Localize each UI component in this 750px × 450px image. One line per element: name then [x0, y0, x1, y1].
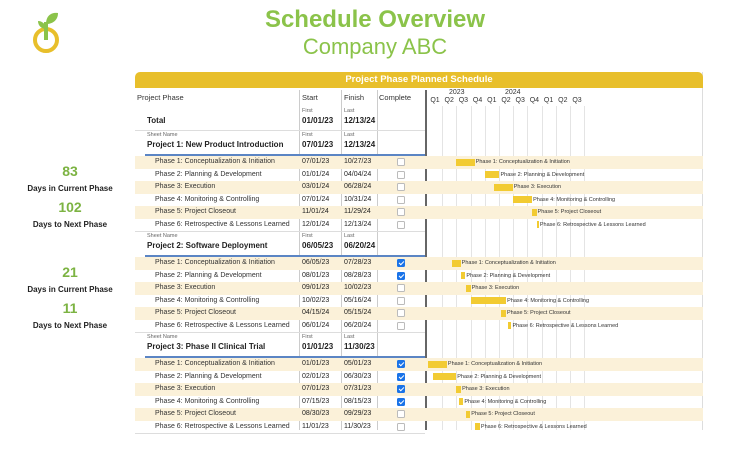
phase-start: 07/01/23	[302, 385, 330, 392]
complete-checkbox[interactable]	[397, 360, 405, 368]
gantt-bar[interactable]	[501, 310, 506, 317]
first-label: First	[302, 233, 313, 239]
phase-name: Phase 4: Monitoring & Controlling	[155, 195, 260, 203]
phase-start: 12/01/24	[302, 220, 330, 228]
gantt-bar[interactable]	[537, 221, 539, 228]
stat-days-to-next-2	[0, 300, 140, 330]
complete-checkbox[interactable]	[397, 297, 405, 305]
project-start: 01/01/23	[302, 116, 334, 125]
project-finish: 12/13/24	[344, 140, 376, 149]
phase-finish: 09/29/23	[344, 410, 372, 417]
first-label: First	[302, 108, 313, 114]
stat-label: Days to Next Phase	[32, 321, 108, 330]
complete-checkbox[interactable]	[397, 183, 405, 191]
phase-name: Phase 2: Planning & Development	[155, 372, 262, 380]
project-finish: 06/20/24	[344, 241, 376, 250]
stat-value: 83	[62, 163, 78, 179]
gantt-bar[interactable]	[471, 297, 506, 304]
project-finish: 12/13/24	[344, 116, 376, 125]
quarter-header: Q2	[444, 97, 454, 104]
phase-row[interactable]	[135, 383, 703, 396]
phase-row[interactable]	[135, 219, 703, 232]
total-label: Total	[147, 116, 166, 125]
phase-row[interactable]	[135, 371, 703, 384]
project-name: Project 3: Phase II Clinical Trial	[147, 342, 266, 351]
phase-row[interactable]	[135, 206, 703, 219]
gantt-bar-label: Phase 4: Monitoring & Controlling	[533, 196, 616, 203]
phase-finish: 08/15/23	[344, 397, 372, 405]
last-label: Last	[344, 233, 355, 239]
phase-finish: 11/29/24	[344, 208, 371, 215]
stat-label: Days in Current Phase	[27, 285, 113, 294]
last-label: Last	[344, 132, 355, 138]
phase-row[interactable]	[135, 169, 703, 182]
gantt-bar-label: Phase 5: Project Closeout	[506, 310, 571, 316]
phase-name: Phase 1: Conceptualization & Initiation	[155, 360, 275, 367]
phase-finish: 05/16/24	[344, 296, 372, 304]
gantt-bar[interactable]	[494, 184, 512, 191]
company-name: Company ABC	[302, 34, 448, 59]
phase-row[interactable]	[135, 181, 703, 194]
gantt-bar-label: Phase 4: Monitoring & Controlling	[464, 398, 547, 405]
gantt-bar-label: Phase 3: Execution	[471, 285, 520, 291]
quarter-header: Q1	[543, 97, 554, 104]
phase-start: 07/15/23	[302, 397, 330, 405]
complete-checkbox[interactable]	[397, 322, 405, 330]
complete-checkbox[interactable]	[397, 410, 405, 418]
project-start: 01/01/23	[302, 342, 334, 351]
gantt-bar[interactable]	[466, 411, 471, 418]
complete-checkbox[interactable]	[397, 423, 405, 431]
phase-row[interactable]	[135, 270, 703, 283]
gantt-bar-label: Phase 1: Conceptualization & Initiation	[475, 159, 570, 165]
gantt-bar-label: Phase 2: Planning & Development	[457, 373, 542, 380]
gantt-bar-label: Phase 1: Conceptualization & Initiation	[447, 361, 543, 367]
last-label: Last	[344, 108, 355, 114]
phase-start: 11/01/23	[302, 422, 329, 430]
sheet-name-label: Sheet Name	[147, 233, 178, 239]
phase-start: 10/02/23	[302, 296, 330, 304]
phase-start: 07/01/24	[302, 195, 330, 203]
phase-row[interactable]	[135, 421, 703, 434]
phase-finish: 04/04/24	[344, 170, 372, 178]
phase-finish: 05/01/23	[344, 360, 372, 367]
complete-checkbox[interactable]	[397, 385, 405, 393]
phase-row[interactable]	[135, 295, 703, 308]
phase-start: 08/01/23	[302, 271, 330, 279]
project-header-row[interactable]	[135, 131, 425, 155]
stat-days-in-phase-1	[0, 163, 140, 193]
complete-checkbox[interactable]	[397, 259, 405, 267]
stat-value: 21	[62, 264, 78, 280]
phase-name: Phase 6: Retrospective & Lessons Learned	[155, 220, 290, 228]
stat-value: 102	[58, 199, 82, 215]
phase-row[interactable]	[135, 282, 703, 295]
sheet-name-label: Sheet Name	[147, 334, 178, 340]
phase-row[interactable]	[135, 408, 703, 421]
quarter-header: Q3	[572, 97, 582, 104]
col-header-start[interactable]: Start	[302, 93, 318, 102]
gantt-bar-label: Phase 2: Planning & Development	[500, 171, 585, 178]
complete-checkbox[interactable]	[397, 309, 405, 317]
phase-start: 01/01/23	[302, 360, 330, 367]
row-divider	[135, 433, 425, 434]
phase-name: Phase 3: Execution	[155, 284, 216, 291]
phase-row[interactable]	[135, 307, 703, 320]
complete-checkbox[interactable]	[397, 398, 405, 406]
phase-name: Phase 2: Planning & Development	[155, 271, 262, 279]
phase-finish: 07/28/23	[344, 259, 372, 266]
phase-row[interactable]	[135, 194, 703, 207]
phase-name: Phase 4: Monitoring & Controlling	[155, 397, 260, 405]
quarter-header: Q1	[487, 97, 497, 104]
phase-row[interactable]	[135, 320, 703, 333]
gantt-bar[interactable]	[452, 260, 460, 267]
complete-checkbox[interactable]	[397, 158, 405, 166]
gantt-bar-label: Phase 6: Retrospective & Lessons Learned	[512, 322, 619, 329]
phase-start: 06/05/23	[302, 259, 330, 266]
phase-name: Phase 1: Conceptualization & Initiation	[155, 158, 275, 165]
quarter-header: Q2	[558, 97, 568, 104]
phase-finish: 06/28/24	[344, 183, 372, 190]
year-header: 2024	[505, 89, 521, 96]
phase-finish: 07/31/23	[344, 385, 372, 392]
sheet-banner: Project Phase Planned Schedule	[135, 72, 703, 88]
gantt-bar[interactable]	[485, 171, 500, 178]
phase-start: 08/30/23	[302, 410, 330, 417]
quarter-header: Q2	[501, 97, 511, 104]
complete-checkbox[interactable]	[397, 196, 405, 204]
phase-start: 02/01/23	[302, 372, 330, 380]
complete-checkbox[interactable]	[397, 221, 405, 229]
quarter-header: Q3	[515, 97, 525, 104]
gantt-bar-label: Phase 3: Execution	[462, 386, 510, 392]
gantt-bar-label: Phase 6: Retrospective & Lessons Learned	[480, 423, 587, 430]
phase-start: 11/01/24	[302, 208, 329, 215]
gantt-bar-label: Phase 3: Execution	[513, 184, 562, 190]
total-row[interactable]	[135, 107, 425, 131]
gantt-bar[interactable]	[466, 285, 471, 292]
phase-name: Phase 6: Retrospective & Lessons Learned	[155, 422, 290, 430]
gantt-bar-label: Phase 5: Project Closeout	[537, 209, 602, 215]
stat-label: Days to Next Phase	[32, 220, 108, 229]
phase-name: Phase 5: Project Closeout	[155, 309, 236, 316]
phase-start: 09/01/23	[302, 284, 330, 291]
project-header-row[interactable]	[135, 232, 425, 256]
project-name: Project 2: Software Deployment	[147, 241, 268, 250]
complete-checkbox[interactable]	[397, 373, 405, 381]
gantt-bar[interactable]	[459, 398, 464, 405]
phase-name: Phase 1: Conceptualization & Initiation	[155, 259, 275, 266]
phase-name: Phase 5: Project Closeout	[155, 208, 236, 215]
quarter-header: Q4	[529, 97, 540, 104]
gantt-bar-label: Phase 2: Planning & Development	[466, 272, 551, 279]
col-header-complete[interactable]: Complete	[379, 93, 412, 102]
phase-start: 01/01/24	[302, 170, 330, 178]
phase-finish: 06/20/24	[344, 321, 372, 329]
phase-row[interactable]	[135, 396, 703, 409]
col-header-finish[interactable]: Finish	[344, 93, 365, 102]
stat-label: Days in Current Phase	[27, 184, 113, 193]
year-header: 2023	[449, 89, 465, 96]
phase-name: Phase 6: Retrospective & Lessons Learned	[155, 321, 290, 329]
phase-finish: 10/27/23	[344, 158, 372, 165]
gantt-bar[interactable]	[456, 386, 461, 393]
page-title: Schedule Overview	[264, 6, 486, 33]
phase-finish: 12/13/24	[344, 220, 372, 228]
quarter-header: Q1	[430, 97, 440, 104]
phase-finish: 10/31/24	[344, 195, 372, 203]
gantt-bar[interactable]	[475, 423, 480, 430]
project-start: 07/01/23	[302, 140, 334, 149]
complete-checkbox[interactable]	[397, 171, 405, 179]
gantt-bar[interactable]	[532, 209, 536, 216]
gantt-bar-label: Phase 6: Retrospective & Lessons Learned	[539, 221, 646, 228]
gantt-bar[interactable]	[513, 196, 532, 203]
quarter-header: Q4	[472, 97, 483, 104]
gantt-bar[interactable]	[461, 272, 465, 279]
project-finish: 11/30/23	[344, 342, 375, 351]
project-header-row[interactable]	[135, 333, 425, 357]
phase-name: Phase 3: Execution	[155, 385, 216, 392]
last-label: Last	[344, 334, 355, 340]
stat-value: 11	[62, 300, 78, 316]
first-label: First	[302, 132, 313, 138]
complete-checkbox[interactable]	[397, 272, 405, 280]
phase-finish: 05/15/24	[344, 309, 372, 316]
schedule-sheet	[135, 72, 703, 430]
sheet-name-label: Sheet Name	[147, 132, 178, 138]
gantt-bar-label: Phase 1: Conceptualization & Initiation	[461, 260, 556, 266]
gantt-bar[interactable]	[428, 361, 447, 368]
phase-start: 04/15/24	[302, 309, 330, 316]
phase-row[interactable]	[135, 257, 703, 270]
phase-row[interactable]	[135, 156, 703, 169]
phase-row[interactable]	[135, 358, 703, 371]
gantt-bar-label: Phase 4: Monitoring & Controlling	[507, 297, 590, 304]
gantt-bar-label: Phase 5: Project Closeout	[471, 411, 535, 417]
quarter-header: Q3	[458, 97, 469, 104]
phase-start: 06/01/24	[302, 321, 330, 329]
col-header-phase[interactable]: Project Phase	[137, 93, 184, 102]
project-name: Project 1: New Product Introduction	[147, 140, 284, 149]
phase-start: 07/01/23	[302, 158, 330, 165]
phase-finish: 10/02/23	[344, 284, 372, 291]
stat-days-in-phase-2	[0, 264, 140, 294]
project-start: 06/05/23	[302, 241, 334, 250]
phase-start: 03/01/24	[302, 183, 330, 190]
phase-finish: 06/30/23	[344, 372, 372, 380]
gantt-bar[interactable]	[433, 373, 457, 380]
phase-name: Phase 5: Project Closeout	[155, 410, 236, 417]
first-label: First	[302, 334, 313, 340]
stat-days-to-next-1	[0, 199, 140, 229]
phase-name: Phase 4: Monitoring & Controlling	[155, 296, 260, 304]
gantt-bar[interactable]	[508, 322, 511, 329]
complete-checkbox[interactable]	[397, 208, 405, 216]
phase-finish: 11/30/23	[344, 422, 371, 430]
phase-name: Phase 2: Planning & Development	[155, 170, 262, 178]
phase-finish: 08/28/23	[344, 271, 372, 279]
phase-name: Phase 3: Execution	[155, 183, 216, 190]
complete-checkbox[interactable]	[397, 284, 405, 292]
gantt-bar[interactable]	[456, 159, 474, 166]
